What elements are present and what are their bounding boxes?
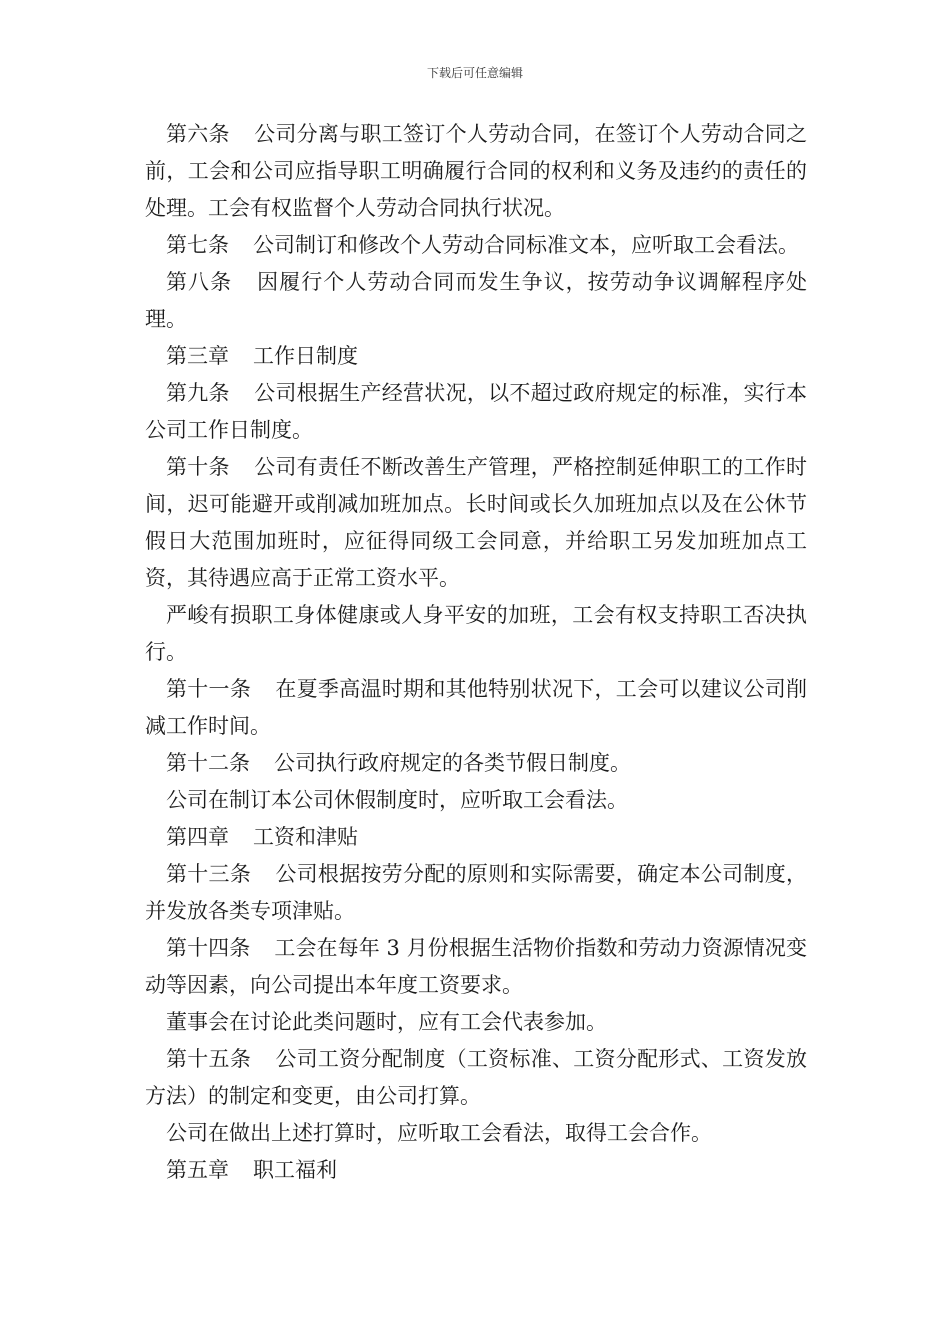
article-number: 第十三条 bbox=[166, 862, 252, 886]
article-number: 第十一条 bbox=[166, 677, 252, 701]
article-text: 公司有责任不断改善生产管理，严格控制延伸职工的工作时间，迟可能避开或削减加班加点。长时间或长久加班加点以及在公休节假日大范围加班时，应征得同级工会同意，并给职工另发加班加点工资，其待遇应高于正常工资水平。 bbox=[145, 455, 807, 590]
article-number: 第九条 bbox=[166, 381, 230, 405]
article-number: 第六条 bbox=[166, 122, 230, 146]
paragraph-text: 严峻有损职工身体健康或人身平安的加班，工会有权支持职工否决执行。 bbox=[145, 603, 807, 664]
chapter-number: 第三章 bbox=[166, 344, 229, 368]
article-text: 公司工资分配制度（工资标准、工资分配形式、工资发放方法）的制定和变更，由公司打算。 bbox=[145, 1047, 808, 1108]
paragraph-article-12-note bbox=[145, 782, 807, 819]
chapter-title: 工作日制度 bbox=[253, 344, 358, 368]
article-number: 第十四条 bbox=[166, 936, 251, 960]
paragraph-article-15 bbox=[145, 1041, 807, 1115]
page-header: 下载后可任意编辑 bbox=[426, 66, 523, 80]
article-text: 公司根据按劳分配的原则和实际需要，确定本公司制度，并发放各类专项津贴。 bbox=[145, 862, 808, 923]
paragraph-text: 公司在做出上述打算时，应听取工会看法，取得工会合作。 bbox=[166, 1121, 712, 1145]
paragraph-article-8 bbox=[145, 264, 807, 338]
article-number: 第十条 bbox=[166, 455, 230, 479]
paragraph-article-10 bbox=[145, 449, 807, 597]
chapter-number: 第四章 bbox=[166, 825, 229, 849]
article-text: 公司分离与职工签订个人劳动合同，在签订个人劳动合同之前，工会和公司应指导职工明确履行合同的权利和义务及违约的责任的处理。工会有权监督个人劳动合同执行状况。 bbox=[145, 122, 807, 220]
article-text: 在夏季高温时期和其他特别状况下，工会可以建议公司削减工作时间。 bbox=[145, 677, 808, 738]
chapter-title: 职工福利 bbox=[253, 1158, 337, 1182]
article-text: 公司执行政府规定的各类节假日制度。 bbox=[274, 751, 631, 775]
paragraph-article-10-note bbox=[145, 597, 807, 671]
chapter-heading-3 bbox=[145, 338, 807, 375]
paragraph-article-14 bbox=[145, 930, 807, 1004]
chapter-title: 工资和津贴 bbox=[253, 825, 358, 849]
paragraph-article-11 bbox=[145, 671, 807, 745]
document-body bbox=[145, 116, 807, 1189]
article-number: 第十二条 bbox=[166, 751, 250, 775]
chapter-number: 第五章 bbox=[166, 1158, 229, 1182]
paragraph-text: 董事会在讨论此类问题时，应有工会代表参加。 bbox=[166, 1010, 607, 1034]
paragraph-article-15-note bbox=[145, 1115, 807, 1152]
paragraph-article-7 bbox=[145, 227, 807, 264]
paragraph-article-9 bbox=[145, 375, 807, 449]
article-number: 第七条 bbox=[166, 233, 229, 257]
article-text: 公司制订和修改个人劳动合同标准文本，应听取工会看法。 bbox=[253, 233, 799, 257]
paragraph-article-6 bbox=[145, 116, 807, 227]
article-text: 因履行个人劳动合同而发生争议，按劳动争议调解程序处理。 bbox=[145, 270, 807, 331]
article-number: 第八条 bbox=[166, 270, 233, 294]
article-number: 第十五条 bbox=[166, 1047, 252, 1071]
article-text: 公司根据生产经营状况，以不超过政府规定的标准，实行本公司工作日制度。 bbox=[145, 381, 807, 442]
article-text: 工会在每年 3 月份根据生活物价指数和劳动力资源情况变动等因素，向公司提出本年度工资要求。 bbox=[145, 936, 807, 997]
paragraph-article-13 bbox=[145, 856, 807, 930]
paragraph-article-14-note bbox=[145, 1004, 807, 1041]
chapter-heading-5 bbox=[145, 1152, 807, 1189]
paragraph-article-12 bbox=[145, 745, 807, 782]
chapter-heading-4 bbox=[145, 819, 807, 856]
paragraph-text: 公司在制订本公司休假制度时，应听取工会看法。 bbox=[166, 788, 628, 812]
